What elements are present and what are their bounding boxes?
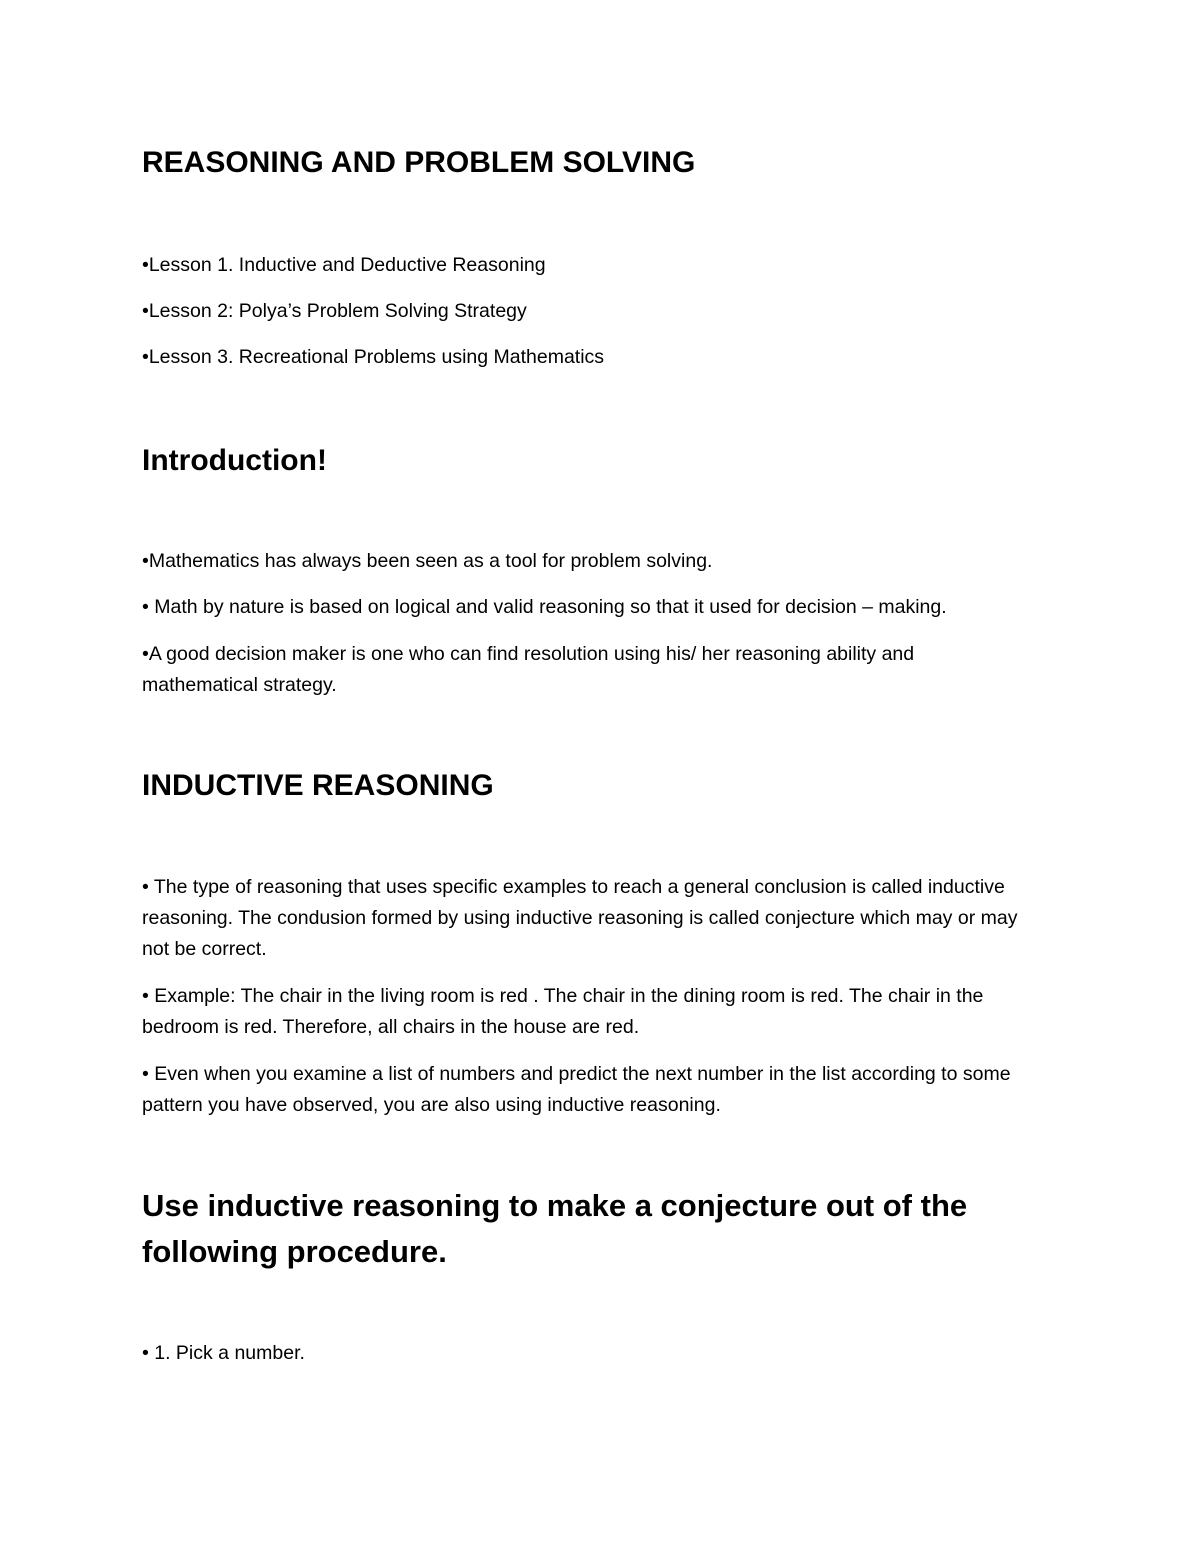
inductive-point-3: • Even when you examine a list of numbers and predict the next number in the list according to some pattern you have observed, you are also using inductive reasoning.: [142, 1063, 1011, 1116]
task-step-1: • 1. Pick a number.: [142, 1342, 305, 1364]
inductive-point-2: • Example: The chair in the living room is red . The chair in the dining room is red. The chair in the bedroom is red. Therefore, all chairs in the house are red.: [142, 985, 984, 1038]
intro-point-3: •A good decision maker is one who can find resolution using his/ her reasoning ability and mathematical strategy.: [142, 643, 915, 696]
lesson-item-3: •Lesson 3. Recreational Problems using Mathematics: [142, 346, 605, 368]
lesson-item-2: •Lesson 2: Polya’s Problem Solving Strategy: [142, 300, 527, 322]
intro-point-2: • Math by nature is based on logical and valid reasoning so that it used for decision – making.: [142, 596, 947, 618]
intro-point-1: •Mathematics has always been seen as a tool for problem solving.: [142, 550, 713, 572]
inductive-reasoning-heading: INDUCTIVE REASONING: [142, 769, 494, 802]
lesson-item-1: •Lesson 1. Inductive and Deductive Reasoning: [142, 254, 546, 276]
inductive-point-1: • The type of reasoning that uses specific examples to reach a general conclusion is called inductive reasoning. The condusion formed by using inductive reasoning is called conjecture which may or may not be correct.: [142, 876, 1018, 960]
task-heading: Use inductive reasoning to make a conjecture out of the following procedure.: [142, 1188, 968, 1269]
introduction-heading: Introduction!: [142, 444, 327, 477]
document-title: REASONING AND PROBLEM SOLVING: [142, 146, 696, 179]
